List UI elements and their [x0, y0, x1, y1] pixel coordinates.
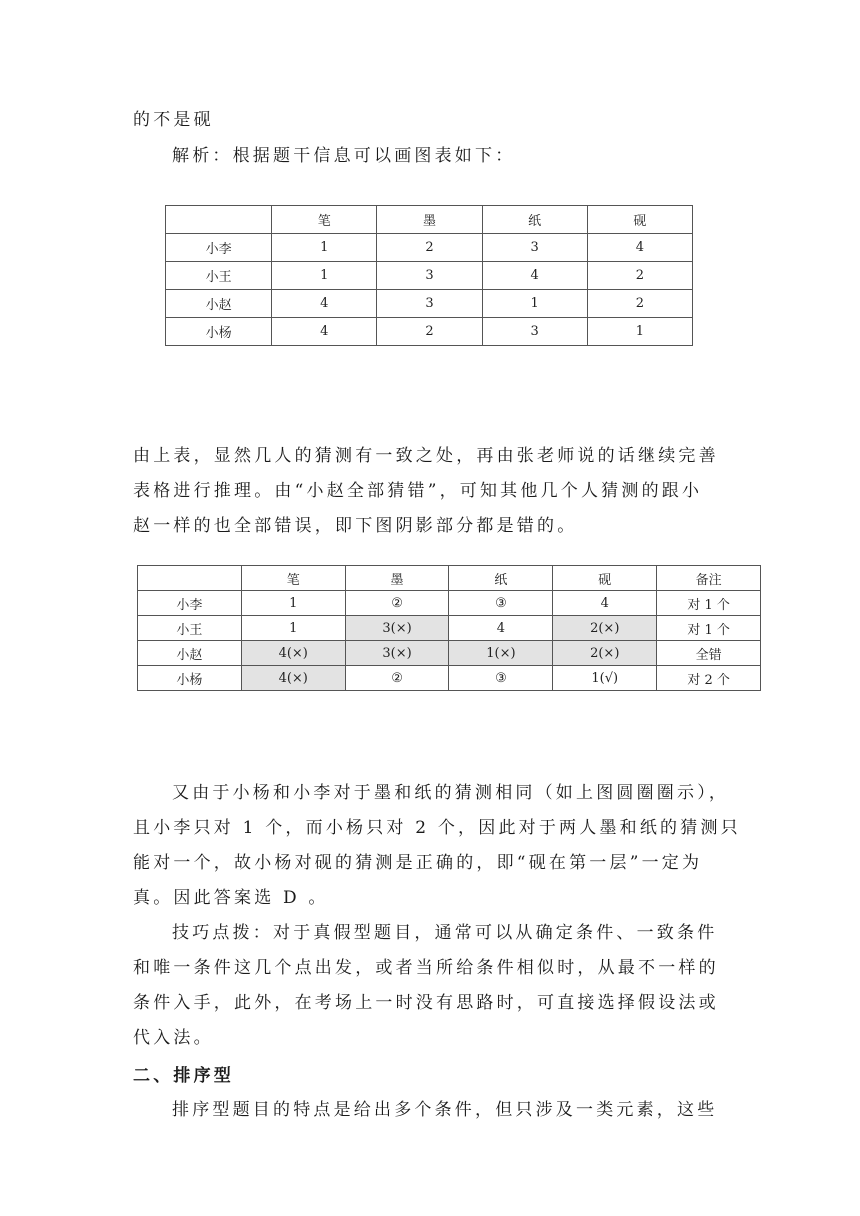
table-cell: 2 [587, 290, 692, 318]
table-row [166, 318, 693, 346]
table-cell: 1 [272, 234, 377, 262]
table-header-cell [166, 206, 272, 234]
text-line: 由上表，显然几人的猜测有一致之处，再由张老师说的话继续完善 [133, 446, 719, 466]
text-line: 条件入手，此外，在考场上一时没有思路时，可直接选择假设法或 [133, 993, 719, 1013]
table-header-cell [138, 566, 242, 591]
text-line: 又由于小杨和小李对于墨和纸的猜测相同（如上图圆圈圈示）， [172, 783, 730, 803]
table-row [138, 666, 761, 691]
text-line: 解析：根据题干信息可以画图表如下： [172, 146, 516, 166]
text-line: 赵一样的也全部错误，即下图阴影部分都是错的。 [133, 516, 578, 536]
table-row [138, 641, 761, 666]
note-cell: 对 1 个 [657, 591, 761, 616]
table-cell: 3 [377, 290, 482, 318]
table-cell: 3 [377, 262, 482, 290]
note-cell: 对 1 个 [657, 616, 761, 641]
table-header-cell: 备注 [657, 566, 761, 591]
shaded-cell: 1(×) [449, 641, 553, 666]
row-label: 小李 [138, 591, 242, 616]
table-cell: ② [345, 591, 449, 616]
table-cell: 3 [482, 318, 587, 346]
shaded-cell: 4(×) [241, 666, 345, 691]
table-header-cell: 墨 [377, 206, 482, 234]
table-header-row [138, 566, 761, 591]
table-cell: 4 [272, 290, 377, 318]
shaded-cell: 3(×) [345, 641, 449, 666]
text-line: 的不是砚 [133, 110, 214, 130]
shaded-cell: 3(×) [345, 616, 449, 641]
row-label: 小杨 [138, 666, 242, 691]
table-header-row [166, 206, 693, 234]
table-cell: 1 [272, 262, 377, 290]
note-cell: 对 2 个 [657, 666, 761, 691]
text-line: 且小李只对 1 个，而小杨只对 2 个，因此对于两人墨和纸的猜测只 [133, 818, 741, 838]
guess-table [165, 205, 693, 346]
table-cell: 4 [449, 616, 553, 641]
analysis-table [137, 565, 761, 691]
text-line: 真。因此答案选 D 。 [133, 888, 329, 908]
table-cell: 1 [482, 290, 587, 318]
table-header-cell: 砚 [587, 206, 692, 234]
table-cell: 4 [587, 234, 692, 262]
table-row [166, 262, 693, 290]
table-row [166, 290, 693, 318]
shaded-cell: 4(×) [241, 641, 345, 666]
text-line: 技巧点拨：对于真假型题目，通常可以从确定条件、一致条件 [172, 923, 718, 943]
table-row [138, 591, 761, 616]
table-cell: 2 [377, 318, 482, 346]
table-cell: 1 [587, 318, 692, 346]
row-label: 小王 [166, 262, 272, 290]
text-line: 能对一个，故小杨对砚的猜测是正确的，即“砚在第一层”一定为 [133, 853, 703, 873]
row-label: 小杨 [166, 318, 272, 346]
table-cell: 1 [241, 616, 345, 641]
table-cell: 3 [482, 234, 587, 262]
section-heading: 二、排序型 [133, 1066, 234, 1086]
note-cell: 全错 [657, 641, 761, 666]
text-line: 代入法。 [133, 1028, 214, 1048]
table-cell: 4 [272, 318, 377, 346]
table-cell: 2 [587, 262, 692, 290]
table-cell: ② [345, 666, 449, 691]
table-row [166, 234, 693, 262]
table-header-cell: 纸 [482, 206, 587, 234]
row-label: 小李 [166, 234, 272, 262]
table-cell: 4 [553, 591, 657, 616]
table-header-cell: 墨 [345, 566, 449, 591]
table-header-cell: 纸 [449, 566, 553, 591]
row-label: 小王 [138, 616, 242, 641]
text-line: 排序型题目的特点是给出多个条件，但只涉及一类元素，这些 [172, 1100, 718, 1120]
table-cell: 1(√) [553, 666, 657, 691]
table-cell: 4 [482, 262, 587, 290]
table-header-cell: 砚 [553, 566, 657, 591]
shaded-cell: 2(×) [553, 616, 657, 641]
table-cell: 2 [377, 234, 482, 262]
text-line: 和唯一条件这几个点出发，或者当所给条件相似时，从最不一样的 [133, 958, 719, 978]
table-cell: 1 [241, 591, 345, 616]
table-header-cell: 笔 [241, 566, 345, 591]
row-label: 小赵 [138, 641, 242, 666]
table-row [138, 616, 761, 641]
row-label: 小赵 [166, 290, 272, 318]
table-header-cell: 笔 [272, 206, 377, 234]
table-cell: ③ [449, 666, 553, 691]
text-line: 表格进行推理。由“小赵全部猜错”，可知其他几个人猜测的跟小 [133, 481, 703, 501]
shaded-cell: 2(×) [553, 641, 657, 666]
table-cell: ③ [449, 591, 553, 616]
